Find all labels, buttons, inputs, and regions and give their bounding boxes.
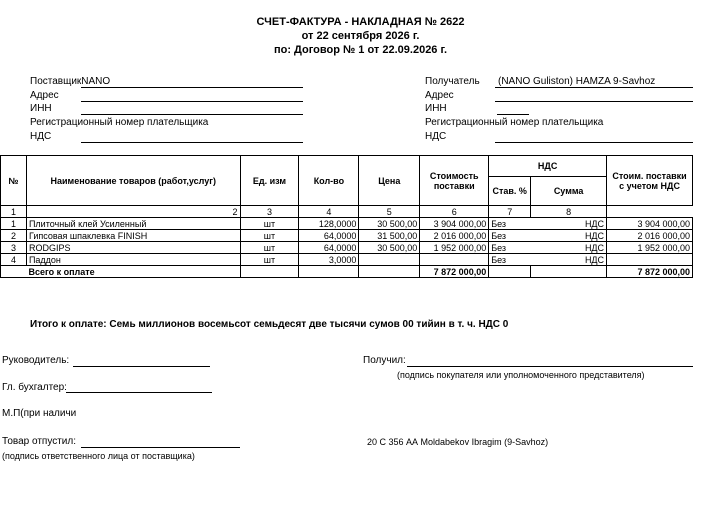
row-price xyxy=(359,254,420,266)
row-num: 4 xyxy=(1,254,27,266)
row-price: 30 500,00 xyxy=(359,218,420,230)
header-cost: Стоимость поставки xyxy=(420,156,489,206)
total-blank xyxy=(1,266,27,278)
row-cost xyxy=(420,254,489,266)
document-date: от 22 сентября 2026 г. xyxy=(301,30,420,42)
row-sum: НДС xyxy=(531,218,607,230)
receiver-nds-label: НДС xyxy=(425,131,447,142)
col-number: 3 xyxy=(240,206,299,218)
table-row xyxy=(1,254,693,266)
row-name: Плиточный клей Усиленный xyxy=(26,218,240,230)
row-unit: шт xyxy=(240,230,299,242)
header-num: № xyxy=(1,156,27,206)
header-nds: НДС xyxy=(489,156,607,177)
row-rate: Без xyxy=(489,254,531,266)
supplier-field xyxy=(30,76,110,87)
header-price: Цена xyxy=(359,156,420,206)
col-number: 5 xyxy=(359,206,420,218)
released-note: (подпись ответственного лица от поставщика) xyxy=(2,451,195,461)
accountant-label: Гл. бухгалтер: xyxy=(2,382,67,393)
accountant-signature-line xyxy=(66,392,212,393)
row-rate: Без xyxy=(489,242,531,254)
row-sum: НДС xyxy=(531,242,607,254)
receiver-line xyxy=(495,87,693,88)
total-row xyxy=(1,266,693,278)
stamp-label: М.П(при наличи xyxy=(2,408,77,419)
supplier-line xyxy=(81,87,303,88)
header-unit: Ед. изм xyxy=(240,156,299,206)
receiver-inn-line xyxy=(497,114,529,115)
receiver-address-line xyxy=(495,101,693,102)
col-number: 7 xyxy=(489,206,531,218)
row-total: 2 016 000,00 xyxy=(607,230,693,242)
supplier-address-label: Адрес xyxy=(30,90,59,101)
row-num: 2 xyxy=(1,230,27,242)
table-row xyxy=(1,218,693,230)
col-number: 6 xyxy=(420,206,489,218)
released-label: Товар отпустил: xyxy=(2,436,76,447)
row-qty: 3,0000 xyxy=(299,254,359,266)
supplier-inn-label: ИНН xyxy=(30,103,52,114)
row-rate: Без xyxy=(489,230,531,242)
row-total: 3 904 000,00 xyxy=(607,218,693,230)
received-note: (подпись покупателя или уполномоченного представителя) xyxy=(397,370,645,380)
supplier-inn-line xyxy=(81,114,303,115)
col-number: 4 xyxy=(299,206,359,218)
row-name: Паддон xyxy=(26,254,240,266)
row-cost: 1 952 000,00 xyxy=(420,242,489,254)
receiver-name: (NANO Guliston) HAMZA 9-Savhoz xyxy=(498,76,656,87)
row-rate: Без xyxy=(489,218,531,230)
row-price: 31 500,00 xyxy=(359,230,420,242)
header-rate: Став. % xyxy=(489,177,531,206)
total-blank xyxy=(299,266,359,278)
header-name: Наименование товаров (работ,услуг) xyxy=(26,156,240,206)
col-number: 1 xyxy=(1,206,27,218)
received-label: Получил: xyxy=(363,355,406,366)
document-title: СЧЕТ-ФАКТУРА - НАКЛАДНАЯ № 2622 xyxy=(256,16,465,28)
receiver-inn-label: ИНН xyxy=(425,103,447,114)
header-total: Стоим. поставки с учетом НДС xyxy=(607,156,693,206)
row-num: 3 xyxy=(1,242,27,254)
supplier-reg-label: Регистрационный номер плательщика xyxy=(30,117,209,128)
row-qty: 64,0000 xyxy=(299,230,359,242)
total-blank xyxy=(531,266,607,278)
row-cost: 3 904 000,00 xyxy=(420,218,489,230)
row-sum: НДС xyxy=(531,254,607,266)
total-label: Всего к оплате xyxy=(26,266,240,278)
received-signature-line xyxy=(407,366,693,367)
row-qty: 128,0000 xyxy=(299,218,359,230)
receiver-label: Получатель xyxy=(425,76,480,87)
row-name: RODGIPS xyxy=(26,242,240,254)
total-blank xyxy=(489,266,531,278)
total-with-nds: 7 872 000,00 xyxy=(607,266,693,278)
row-num: 1 xyxy=(1,218,27,230)
released-signature-line xyxy=(81,447,240,448)
supplier-nds-label: НДС xyxy=(30,131,52,142)
table-row xyxy=(1,230,693,242)
row-name: Гипсовая шпаклевка FINISH xyxy=(26,230,240,242)
column-number-row xyxy=(1,206,693,218)
receiver-address-label: Адрес xyxy=(425,90,454,101)
row-unit: шт xyxy=(240,218,299,230)
row-unit: шт xyxy=(240,242,299,254)
summary-text: Итого к оплате: Семь миллионов восемьсот семьдесят две тысячи сумов 00 тийин в т. ч. НДС 0 xyxy=(30,319,509,330)
header-qty: Кол-во xyxy=(299,156,359,206)
receiver-nds-line xyxy=(495,142,693,143)
director-signature-line xyxy=(73,366,210,367)
invoice-table xyxy=(0,155,693,278)
table-row xyxy=(1,242,693,254)
director-label: Руководитель: xyxy=(2,355,70,366)
col-number: 2 xyxy=(26,206,240,218)
row-price: 30 500,00 xyxy=(359,242,420,254)
row-unit: шт xyxy=(240,254,299,266)
supplier-name: NANO xyxy=(81,76,111,87)
total-cost: 7 872 000,00 xyxy=(420,266,489,278)
col-number: 8 xyxy=(531,206,607,218)
supplier-label: Поставщик xyxy=(30,76,82,87)
row-qty: 64,0000 xyxy=(299,242,359,254)
supplier-nds-line xyxy=(81,142,303,143)
proxy-text: 20 С 356 АА Moldabekov Ibragim (9-Savhoz) xyxy=(367,437,549,447)
row-sum: НДС xyxy=(531,230,607,242)
total-blank xyxy=(359,266,420,278)
document-contract: по: Договор № 1 от 22.09.2026 г. xyxy=(273,44,448,56)
receiver-reg-label: Регистрационный номер плательщика xyxy=(425,117,604,128)
row-cost: 2 016 000,00 xyxy=(420,230,489,242)
row-total xyxy=(607,254,693,266)
supplier-address-line xyxy=(81,101,303,102)
row-total: 1 952 000,00 xyxy=(607,242,693,254)
total-blank xyxy=(240,266,299,278)
header-sum: Сумма xyxy=(531,177,607,206)
